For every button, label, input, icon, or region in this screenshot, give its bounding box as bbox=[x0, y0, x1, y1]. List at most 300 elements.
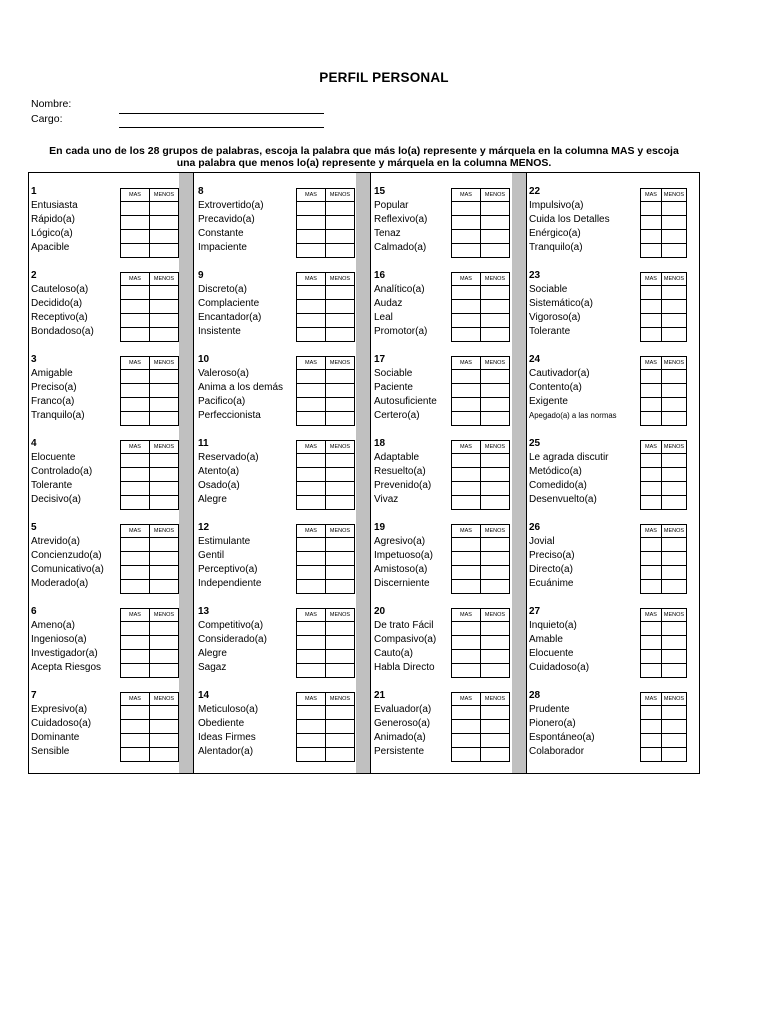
menos-checkbox[interactable] bbox=[326, 230, 355, 244]
mas-checkbox[interactable] bbox=[121, 636, 150, 650]
menos-checkbox[interactable] bbox=[481, 622, 510, 636]
menos-column-header: MENOS bbox=[661, 273, 686, 286]
mas-checkbox[interactable] bbox=[452, 720, 481, 734]
mas-checkbox[interactable] bbox=[121, 482, 150, 496]
group-number: 15 bbox=[374, 186, 386, 197]
mas-checkbox[interactable] bbox=[297, 748, 326, 762]
menos-checkbox[interactable] bbox=[326, 300, 355, 314]
mas-column-header: MAS bbox=[121, 357, 150, 370]
group-word: Vivaz bbox=[374, 494, 399, 505]
column-gutter bbox=[356, 173, 370, 773]
mas-checkbox[interactable] bbox=[297, 482, 326, 496]
mas-checkbox[interactable] bbox=[121, 314, 150, 328]
group-word: Espontáneo(a) bbox=[529, 732, 595, 743]
menos-column-header: MENOS bbox=[481, 441, 510, 454]
mas-checkbox[interactable] bbox=[641, 300, 662, 314]
menos-checkbox[interactable] bbox=[326, 650, 355, 664]
name-label: Nombre: bbox=[31, 98, 72, 110]
menos-checkbox[interactable] bbox=[481, 384, 510, 398]
group-word: Precavido(a) bbox=[198, 214, 255, 225]
group-word: Gentil bbox=[198, 550, 225, 561]
menos-checkbox[interactable] bbox=[661, 384, 686, 398]
group-number: 7 bbox=[31, 690, 37, 701]
menos-checkbox[interactable] bbox=[481, 650, 510, 664]
mas-column-header: MAS bbox=[452, 189, 481, 202]
group-word-list bbox=[374, 703, 431, 759]
menos-checkbox[interactable] bbox=[481, 202, 510, 216]
menos-checkbox[interactable] bbox=[150, 566, 179, 580]
mas-column-header: MAS bbox=[641, 189, 662, 202]
menos-checkbox[interactable] bbox=[661, 720, 686, 734]
group-word: Estimulante bbox=[198, 536, 251, 547]
menos-column-header: MENOS bbox=[150, 273, 179, 286]
word-group bbox=[29, 255, 189, 339]
mas-menos-grid bbox=[640, 188, 687, 258]
mas-checkbox[interactable] bbox=[121, 734, 150, 748]
menos-checkbox[interactable] bbox=[150, 650, 179, 664]
mas-checkbox[interactable] bbox=[121, 566, 150, 580]
mas-checkbox[interactable] bbox=[297, 300, 326, 314]
group-word-list bbox=[529, 619, 589, 675]
mas-column-header: MAS bbox=[121, 441, 150, 454]
mas-checkbox[interactable] bbox=[452, 398, 481, 412]
group-word-list bbox=[31, 535, 104, 591]
mas-checkbox[interactable] bbox=[452, 482, 481, 496]
group-word: Reservado(a) bbox=[198, 452, 259, 463]
menos-checkbox[interactable] bbox=[481, 636, 510, 650]
mas-checkbox[interactable] bbox=[297, 566, 326, 580]
word-group bbox=[196, 255, 356, 339]
position-field-line[interactable] bbox=[119, 127, 324, 128]
menos-checkbox[interactable] bbox=[150, 314, 179, 328]
mas-checkbox[interactable] bbox=[641, 454, 662, 468]
mas-checkbox[interactable] bbox=[452, 622, 481, 636]
group-word-list bbox=[529, 703, 595, 759]
mas-checkbox[interactable] bbox=[452, 370, 481, 384]
group-word: Vigoroso(a) bbox=[529, 312, 581, 323]
mas-checkbox[interactable] bbox=[641, 566, 662, 580]
mas-checkbox[interactable] bbox=[452, 468, 481, 482]
name-field-line[interactable] bbox=[119, 113, 324, 114]
menos-checkbox[interactable] bbox=[326, 216, 355, 230]
group-word: Sociable bbox=[529, 284, 568, 295]
menos-checkbox[interactable] bbox=[150, 706, 179, 720]
mas-checkbox[interactable] bbox=[121, 748, 150, 762]
group-word: Discreto(a) bbox=[198, 284, 247, 295]
mas-checkbox[interactable] bbox=[121, 230, 150, 244]
menos-checkbox[interactable] bbox=[481, 216, 510, 230]
mas-menos-grid bbox=[120, 356, 179, 426]
menos-checkbox[interactable] bbox=[150, 370, 179, 384]
group-word: Concienzudo(a) bbox=[31, 550, 102, 561]
menos-checkbox[interactable] bbox=[150, 720, 179, 734]
menos-checkbox[interactable] bbox=[326, 748, 355, 762]
mas-column-header: MAS bbox=[297, 189, 326, 202]
mas-checkbox[interactable] bbox=[641, 482, 662, 496]
group-word: Atento(a) bbox=[198, 466, 240, 477]
mas-checkbox[interactable] bbox=[297, 314, 326, 328]
menos-checkbox[interactable] bbox=[661, 734, 686, 748]
mas-column-header: MAS bbox=[641, 441, 662, 454]
group-word: Cuidadoso(a) bbox=[31, 718, 92, 729]
mas-checkbox[interactable] bbox=[121, 202, 150, 216]
menos-checkbox[interactable] bbox=[661, 230, 686, 244]
menos-checkbox[interactable] bbox=[326, 538, 355, 552]
menos-checkbox[interactable] bbox=[150, 482, 179, 496]
instructions-line-2: una palabra que menos lo(a) represente y márquela en la columna MENOS. bbox=[176, 157, 552, 169]
mas-checkbox[interactable] bbox=[641, 468, 662, 482]
mas-checkbox[interactable] bbox=[121, 468, 150, 482]
menos-checkbox[interactable] bbox=[326, 384, 355, 398]
menos-checkbox[interactable] bbox=[326, 202, 355, 216]
group-word-list bbox=[529, 199, 610, 255]
mas-checkbox[interactable] bbox=[297, 230, 326, 244]
mas-checkbox[interactable] bbox=[452, 384, 481, 398]
mas-checkbox[interactable] bbox=[641, 398, 662, 412]
menos-checkbox[interactable] bbox=[661, 636, 686, 650]
menos-checkbox[interactable] bbox=[326, 314, 355, 328]
menos-checkbox[interactable] bbox=[326, 552, 355, 566]
mas-checkbox[interactable] bbox=[297, 202, 326, 216]
mas-checkbox[interactable] bbox=[121, 370, 150, 384]
group-word: Ingenioso(a) bbox=[31, 634, 87, 645]
group-number: 20 bbox=[374, 606, 386, 617]
group-word: Cauteloso(a) bbox=[31, 284, 89, 295]
mas-checkbox[interactable] bbox=[452, 454, 481, 468]
menos-checkbox[interactable] bbox=[326, 286, 355, 300]
group-word-list bbox=[31, 619, 101, 675]
menos-checkbox[interactable] bbox=[481, 300, 510, 314]
menos-checkbox[interactable] bbox=[661, 216, 686, 230]
menos-checkbox[interactable] bbox=[481, 286, 510, 300]
mas-checkbox[interactable] bbox=[121, 720, 150, 734]
mas-checkbox[interactable] bbox=[641, 622, 662, 636]
menos-checkbox[interactable] bbox=[326, 454, 355, 468]
mas-checkbox[interactable] bbox=[121, 384, 150, 398]
group-word: Pacifico(a) bbox=[198, 396, 246, 407]
mas-column-header: MAS bbox=[297, 693, 326, 706]
group-word: Impulsivo(a) bbox=[529, 200, 584, 211]
mas-checkbox[interactable] bbox=[297, 286, 326, 300]
mas-checkbox[interactable] bbox=[297, 650, 326, 664]
menos-column-header: MENOS bbox=[661, 693, 686, 706]
menos-checkbox[interactable] bbox=[150, 552, 179, 566]
group-number: 3 bbox=[31, 354, 37, 365]
menos-checkbox[interactable] bbox=[661, 538, 686, 552]
menos-checkbox[interactable] bbox=[661, 482, 686, 496]
mas-checkbox[interactable] bbox=[297, 720, 326, 734]
mas-checkbox[interactable] bbox=[297, 706, 326, 720]
mas-column-header: MAS bbox=[121, 189, 150, 202]
word-group bbox=[372, 507, 532, 591]
menos-checkbox[interactable] bbox=[150, 216, 179, 230]
group-word: Controlado(a) bbox=[31, 466, 93, 477]
menos-checkbox[interactable] bbox=[326, 482, 355, 496]
group-word: Encantador(a) bbox=[198, 312, 262, 323]
menos-checkbox[interactable] bbox=[661, 748, 686, 762]
group-word: Competitivo(a) bbox=[198, 620, 264, 631]
menos-checkbox[interactable] bbox=[326, 720, 355, 734]
menos-checkbox[interactable] bbox=[661, 706, 686, 720]
mas-checkbox[interactable] bbox=[641, 538, 662, 552]
mas-checkbox[interactable] bbox=[641, 230, 662, 244]
mas-checkbox[interactable] bbox=[297, 538, 326, 552]
mas-column-header: MAS bbox=[452, 609, 481, 622]
group-word-list bbox=[529, 451, 609, 507]
group-word: Rápido(a) bbox=[31, 214, 75, 225]
mas-checkbox[interactable] bbox=[121, 552, 150, 566]
mas-menos-grid bbox=[120, 440, 179, 510]
word-group bbox=[372, 675, 532, 759]
mas-checkbox[interactable] bbox=[452, 748, 481, 762]
mas-column-header: MAS bbox=[641, 273, 662, 286]
group-word: Dominante bbox=[31, 732, 80, 743]
menos-checkbox[interactable] bbox=[150, 734, 179, 748]
menos-column-header: MENOS bbox=[150, 525, 179, 538]
group-number: 28 bbox=[529, 690, 541, 701]
menos-column-header: MENOS bbox=[326, 609, 355, 622]
group-word: Contento(a) bbox=[529, 382, 582, 393]
group-word: Considerado(a) bbox=[198, 634, 267, 645]
mas-checkbox[interactable] bbox=[121, 650, 150, 664]
mas-checkbox[interactable] bbox=[641, 202, 662, 216]
group-number: 25 bbox=[529, 438, 541, 449]
mas-checkbox[interactable] bbox=[452, 734, 481, 748]
mas-menos-grid bbox=[296, 440, 355, 510]
menos-checkbox[interactable] bbox=[150, 748, 179, 762]
menos-checkbox[interactable] bbox=[481, 538, 510, 552]
mas-checkbox[interactable] bbox=[297, 622, 326, 636]
menos-column-header: MENOS bbox=[150, 189, 179, 202]
menos-checkbox[interactable] bbox=[481, 720, 510, 734]
menos-checkbox[interactable] bbox=[661, 300, 686, 314]
mas-checkbox[interactable] bbox=[641, 636, 662, 650]
group-word: Expresivo(a) bbox=[31, 704, 88, 715]
group-word: Enérgico(a) bbox=[529, 228, 581, 239]
mas-checkbox[interactable] bbox=[121, 216, 150, 230]
menos-checkbox[interactable] bbox=[481, 468, 510, 482]
menos-checkbox[interactable] bbox=[481, 314, 510, 328]
menos-checkbox[interactable] bbox=[661, 552, 686, 566]
mas-checkbox[interactable] bbox=[297, 384, 326, 398]
mas-checkbox[interactable] bbox=[297, 216, 326, 230]
menos-checkbox[interactable] bbox=[661, 370, 686, 384]
mas-menos-grid bbox=[451, 692, 510, 762]
mas-checkbox[interactable] bbox=[452, 552, 481, 566]
menos-checkbox[interactable] bbox=[326, 398, 355, 412]
group-word: Inquieto(a) bbox=[529, 620, 577, 631]
group-word: Decisivo(a) bbox=[31, 494, 82, 505]
word-group bbox=[527, 171, 687, 255]
mas-checkbox[interactable] bbox=[452, 706, 481, 720]
mas-checkbox[interactable] bbox=[641, 384, 662, 398]
mas-checkbox[interactable] bbox=[297, 734, 326, 748]
mas-checkbox[interactable] bbox=[121, 622, 150, 636]
mas-column-header: MAS bbox=[641, 693, 662, 706]
menos-checkbox[interactable] bbox=[150, 622, 179, 636]
mas-checkbox[interactable] bbox=[297, 398, 326, 412]
menos-checkbox[interactable] bbox=[326, 370, 355, 384]
group-word: Certero(a) bbox=[374, 410, 420, 421]
mas-checkbox[interactable] bbox=[641, 706, 662, 720]
group-word: Ideas Firmes bbox=[198, 732, 256, 743]
group-word: Valeroso(a) bbox=[198, 368, 249, 379]
group-word: Autosuficiente bbox=[374, 396, 437, 407]
menos-checkbox[interactable] bbox=[326, 734, 355, 748]
menos-checkbox[interactable] bbox=[326, 566, 355, 580]
mas-checkbox[interactable] bbox=[297, 370, 326, 384]
menos-checkbox[interactable] bbox=[481, 230, 510, 244]
menos-checkbox[interactable] bbox=[661, 566, 686, 580]
mas-menos-grid bbox=[120, 524, 179, 594]
menos-checkbox[interactable] bbox=[150, 286, 179, 300]
group-number: 4 bbox=[31, 438, 37, 449]
mas-checkbox[interactable] bbox=[121, 538, 150, 552]
menos-column-header: MENOS bbox=[661, 525, 686, 538]
mas-checkbox[interactable] bbox=[121, 398, 150, 412]
group-number: 23 bbox=[529, 270, 541, 281]
word-group bbox=[196, 339, 356, 423]
menos-checkbox[interactable] bbox=[150, 202, 179, 216]
mas-menos-grid bbox=[451, 188, 510, 258]
group-word: Habla Directo bbox=[374, 662, 435, 673]
menos-checkbox[interactable] bbox=[661, 468, 686, 482]
group-word: Cautivador(a) bbox=[529, 368, 590, 379]
menos-checkbox[interactable] bbox=[326, 636, 355, 650]
menos-checkbox[interactable] bbox=[150, 538, 179, 552]
menos-checkbox[interactable] bbox=[481, 482, 510, 496]
mas-checkbox[interactable] bbox=[452, 300, 481, 314]
mas-checkbox[interactable] bbox=[297, 552, 326, 566]
group-word: Cauto(a) bbox=[374, 648, 413, 659]
group-word: Reflexivo(a) bbox=[374, 214, 428, 225]
word-group bbox=[372, 591, 532, 675]
group-word: Elocuente bbox=[529, 648, 574, 659]
mas-checkbox[interactable] bbox=[121, 286, 150, 300]
column-divider bbox=[370, 173, 371, 773]
menos-checkbox[interactable] bbox=[661, 286, 686, 300]
menos-checkbox[interactable] bbox=[326, 468, 355, 482]
mas-checkbox[interactable] bbox=[641, 286, 662, 300]
group-word: Osado(a) bbox=[198, 480, 240, 491]
group-number: 11 bbox=[198, 438, 209, 449]
group-word: Jovial bbox=[529, 536, 555, 547]
menos-checkbox[interactable] bbox=[661, 398, 686, 412]
menos-checkbox[interactable] bbox=[481, 748, 510, 762]
menos-checkbox[interactable] bbox=[481, 706, 510, 720]
group-word: Lógico(a) bbox=[31, 228, 73, 239]
menos-checkbox[interactable] bbox=[661, 202, 686, 216]
group-word: Apacible bbox=[31, 242, 70, 253]
group-word: Calmado(a) bbox=[374, 242, 427, 253]
group-word-list bbox=[198, 199, 264, 255]
menos-checkbox[interactable] bbox=[481, 398, 510, 412]
menos-checkbox[interactable] bbox=[150, 300, 179, 314]
mas-checkbox[interactable] bbox=[452, 636, 481, 650]
group-word-list bbox=[198, 283, 261, 339]
menos-checkbox[interactable] bbox=[481, 552, 510, 566]
mas-column-header: MAS bbox=[641, 525, 662, 538]
mas-checkbox[interactable] bbox=[452, 286, 481, 300]
group-word: Audaz bbox=[374, 298, 403, 309]
menos-checkbox[interactable] bbox=[150, 230, 179, 244]
group-word: Directo(a) bbox=[529, 564, 573, 575]
mas-menos-grid bbox=[120, 188, 179, 258]
mas-checkbox[interactable] bbox=[121, 706, 150, 720]
group-word: Prevenido(a) bbox=[374, 480, 432, 491]
mas-checkbox[interactable] bbox=[297, 636, 326, 650]
menos-checkbox[interactable] bbox=[481, 370, 510, 384]
menos-checkbox[interactable] bbox=[326, 706, 355, 720]
word-group bbox=[29, 171, 189, 255]
menos-checkbox[interactable] bbox=[150, 636, 179, 650]
menos-checkbox[interactable] bbox=[150, 468, 179, 482]
group-number: 12 bbox=[198, 522, 210, 533]
mas-checkbox[interactable] bbox=[641, 650, 662, 664]
mas-menos-grid bbox=[451, 356, 510, 426]
group-word: Complaciente bbox=[198, 298, 260, 309]
menos-column-header: MENOS bbox=[481, 693, 510, 706]
mas-column-header: MAS bbox=[452, 357, 481, 370]
mas-checkbox[interactable] bbox=[452, 650, 481, 664]
mas-checkbox[interactable] bbox=[452, 216, 481, 230]
menos-checkbox[interactable] bbox=[661, 622, 686, 636]
mas-checkbox[interactable] bbox=[641, 720, 662, 734]
mas-checkbox[interactable] bbox=[641, 216, 662, 230]
mas-checkbox[interactable] bbox=[121, 454, 150, 468]
group-number: 16 bbox=[374, 270, 386, 281]
group-word: Leal bbox=[374, 312, 393, 323]
mas-menos-grid bbox=[640, 524, 687, 594]
mas-checkbox[interactable] bbox=[641, 552, 662, 566]
group-word: Ameno(a) bbox=[31, 620, 75, 631]
menos-checkbox[interactable] bbox=[150, 384, 179, 398]
mas-checkbox[interactable] bbox=[641, 314, 662, 328]
menos-checkbox[interactable] bbox=[326, 622, 355, 636]
group-word: De trato Fácil bbox=[374, 620, 434, 631]
menos-checkbox[interactable] bbox=[481, 454, 510, 468]
mas-checkbox[interactable] bbox=[297, 468, 326, 482]
menos-checkbox[interactable] bbox=[661, 650, 686, 664]
menos-checkbox[interactable] bbox=[661, 454, 686, 468]
group-word: Persistente bbox=[374, 746, 425, 757]
group-word: Impetuoso(a) bbox=[374, 550, 433, 561]
menos-column-header: MENOS bbox=[481, 189, 510, 202]
menos-checkbox[interactable] bbox=[481, 566, 510, 580]
mas-checkbox[interactable] bbox=[641, 734, 662, 748]
mas-checkbox[interactable] bbox=[452, 314, 481, 328]
menos-checkbox[interactable] bbox=[150, 398, 179, 412]
mas-checkbox[interactable] bbox=[452, 230, 481, 244]
mas-menos-grid bbox=[640, 356, 687, 426]
mas-checkbox[interactable] bbox=[121, 300, 150, 314]
menos-checkbox[interactable] bbox=[481, 734, 510, 748]
mas-checkbox[interactable] bbox=[641, 370, 662, 384]
group-word: Colaborador bbox=[529, 746, 585, 757]
group-word: Decidido(a) bbox=[31, 298, 83, 309]
group-word: Sociable bbox=[374, 368, 413, 379]
menos-checkbox[interactable] bbox=[661, 314, 686, 328]
mas-checkbox[interactable] bbox=[452, 202, 481, 216]
group-word: Metódico(a) bbox=[529, 466, 582, 477]
instructions-line-1: En cada uno de los 28 grupos de palabras, escoja la palabra que más lo(a) represente y márquela en la columna MAS y escoja bbox=[49, 145, 679, 157]
mas-checkbox[interactable] bbox=[452, 538, 481, 552]
mas-checkbox[interactable] bbox=[297, 454, 326, 468]
mas-checkbox[interactable] bbox=[641, 748, 662, 762]
menos-column-header: MENOS bbox=[661, 189, 686, 202]
mas-checkbox[interactable] bbox=[452, 566, 481, 580]
menos-checkbox[interactable] bbox=[150, 454, 179, 468]
